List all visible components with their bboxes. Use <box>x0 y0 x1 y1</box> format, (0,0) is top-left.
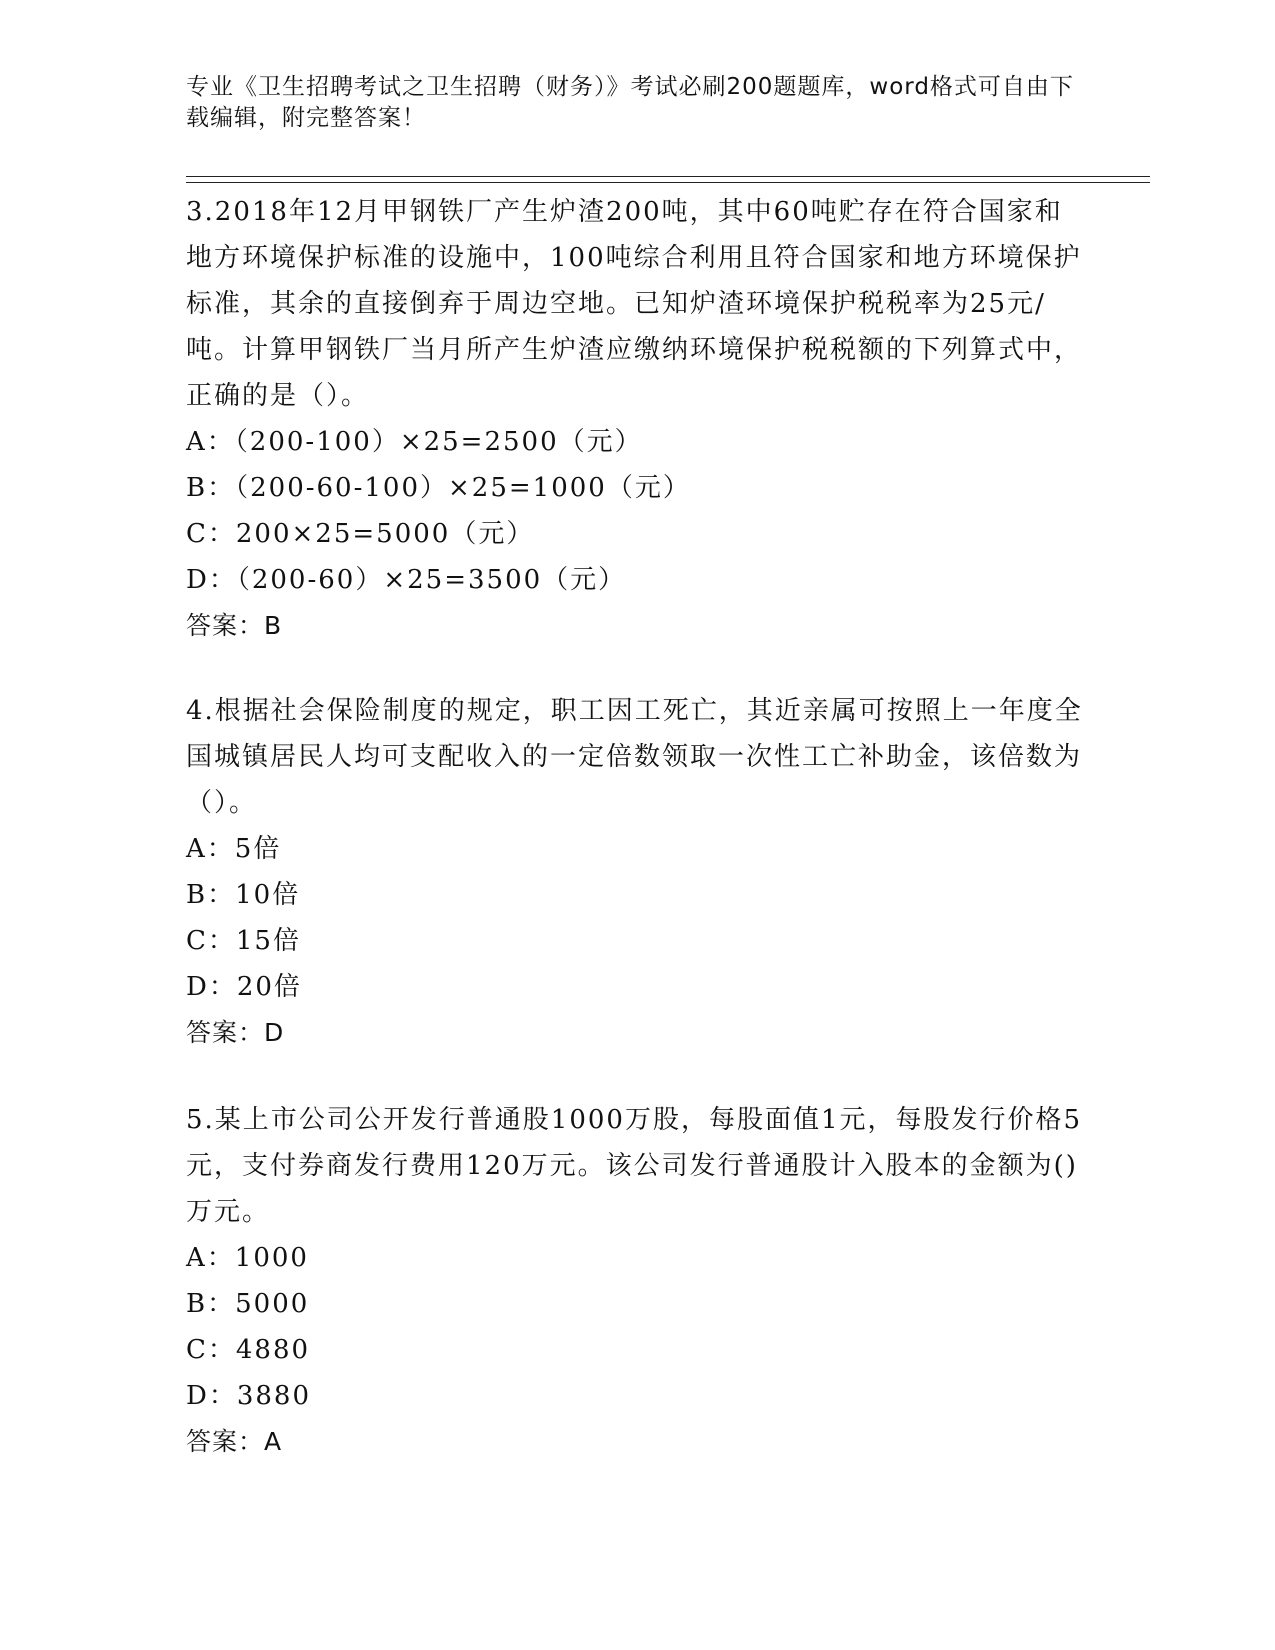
option-d: D：20倍 <box>186 972 302 1002</box>
option-b: B：5000 <box>186 1289 310 1319</box>
question-stem: 5.某上市公司公开发行普通股1000万股，每股面值1元，每股发行价格5元，支付券商发行费用120万元。该公司发行普通股计入股本的金额为()万元。 <box>186 1105 1083 1227</box>
option-c: C：15倍 <box>186 926 301 956</box>
document-header: 专业《卫生招聘考试之卫生招聘（财务）》考试必刷200题题库，word格式可自由下载编辑，附完整答案！ <box>186 74 1074 131</box>
option-d: D：（200-60）×25=3500（元） <box>186 565 627 595</box>
question-stem: 4.根据社会保险制度的规定，职工因工死亡，其近亲属可按照上一年度全国城镇居民人均可支配收入的一定倍数领取一次性工亡补助金，该倍数为（）。 <box>186 696 1083 818</box>
answer-label: 答案：A <box>186 1427 283 1456</box>
option-c: C：200×25=5000（元） <box>186 519 535 549</box>
option-b: B：（200-60-100）×25=1000（元） <box>186 473 691 503</box>
option-a: A：（200-100）×25=2500（元） <box>186 427 643 457</box>
option-d: D：3880 <box>186 1381 312 1411</box>
answer-label: 答案：D <box>186 1018 285 1047</box>
answer-label: 答案：B <box>186 611 283 640</box>
question-5 <box>186 1097 1086 1465</box>
option-a: A：5倍 <box>186 834 282 864</box>
option-b: B：10倍 <box>186 880 301 910</box>
question-4 <box>186 688 1086 1056</box>
option-c: C：4880 <box>186 1335 311 1365</box>
header-divider-top <box>186 176 1150 177</box>
header-divider-bottom <box>186 182 1150 183</box>
option-a: A：1000 <box>186 1243 309 1273</box>
question-stem: 3.2018年12月甲钢铁厂产生炉渣200吨，其中60吨贮存在符合国家和地方环境保护标准的设施中，100吨综合利用且符合国家和地方环境保护标准，其余的直接倒弃于周边空地。已知炉渣环境保护税税率为25元/吨。计算甲钢铁厂当月所产生炉渣应缴纳环境保护税税额的下列算式中，正确的是（）。 <box>186 197 1083 411</box>
question-3 <box>186 189 1086 649</box>
